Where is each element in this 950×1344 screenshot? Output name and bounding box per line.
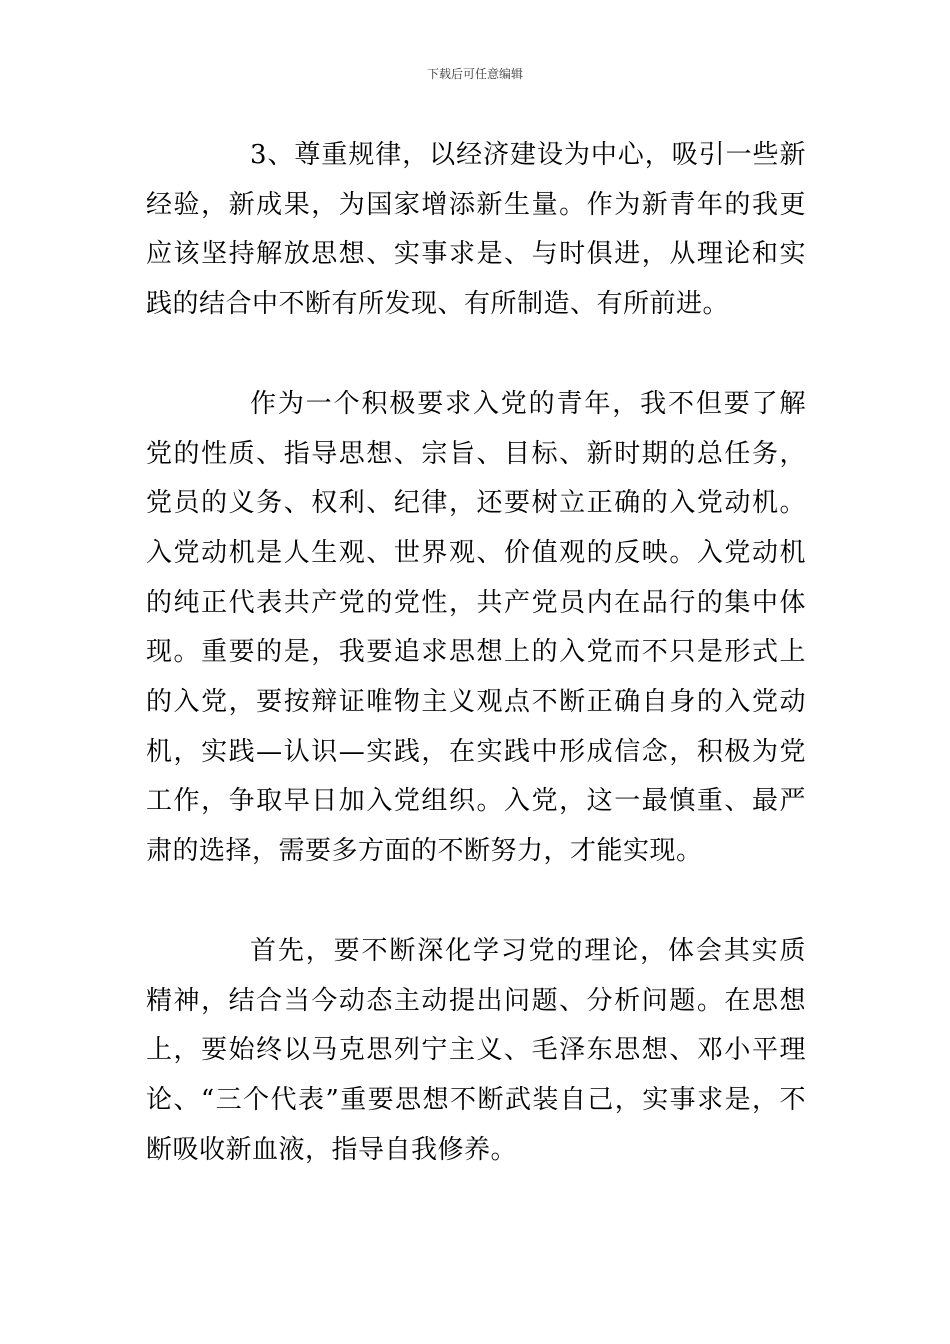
paragraph-respect-laws: 3、尊重规律，以经济建设为中心，吸引一些新经验，新成果，为国家增添新生量。作为新青年的我更应该坚持解放思想、实事求是、与时俱进，从理论和实践的结合中不断有所发现、有所制造、有所前进。 <box>146 140 806 320</box>
paragraph-party-motivation: 作为一个积极要求入党的青年，我不但要了解党的性质、指导思想、宗旨、目标、新时期的总任务，党员的义务、权利、纪律，还要树立正确的入党动机。入党动机是人生观、世界观、价值观的反映。入党动机的纯正代表共产党的党性，共产党员内在品行的集中体现。重要的是，我要追求思想上的入党而不只是形式上的入党，要按辩证唯物主义观点不断正确自身的入党动机，实践—认识—实践，在实践中形成信念，积极为党工作，争取早日加入党组织。入党，这一最慎重、最严肃的选择，需要多方面的不断努力，才能实现。 <box>146 388 806 867</box>
document-body <box>146 131 806 1175</box>
paragraph-study-theory: 首先，要不断深化学习党的理论，体会其实质精神，结合当今动态主动提出问题、分析问题。在思想上，要始终以马克思列宁主义、毛泽东思想、邓小平理论、“三个代表”重要思想不断武装自己，实事求是，不断吸收新血液，指导自我修养。 <box>146 935 806 1165</box>
page-header-note: 下载后可任意编辑 <box>426 67 523 81</box>
